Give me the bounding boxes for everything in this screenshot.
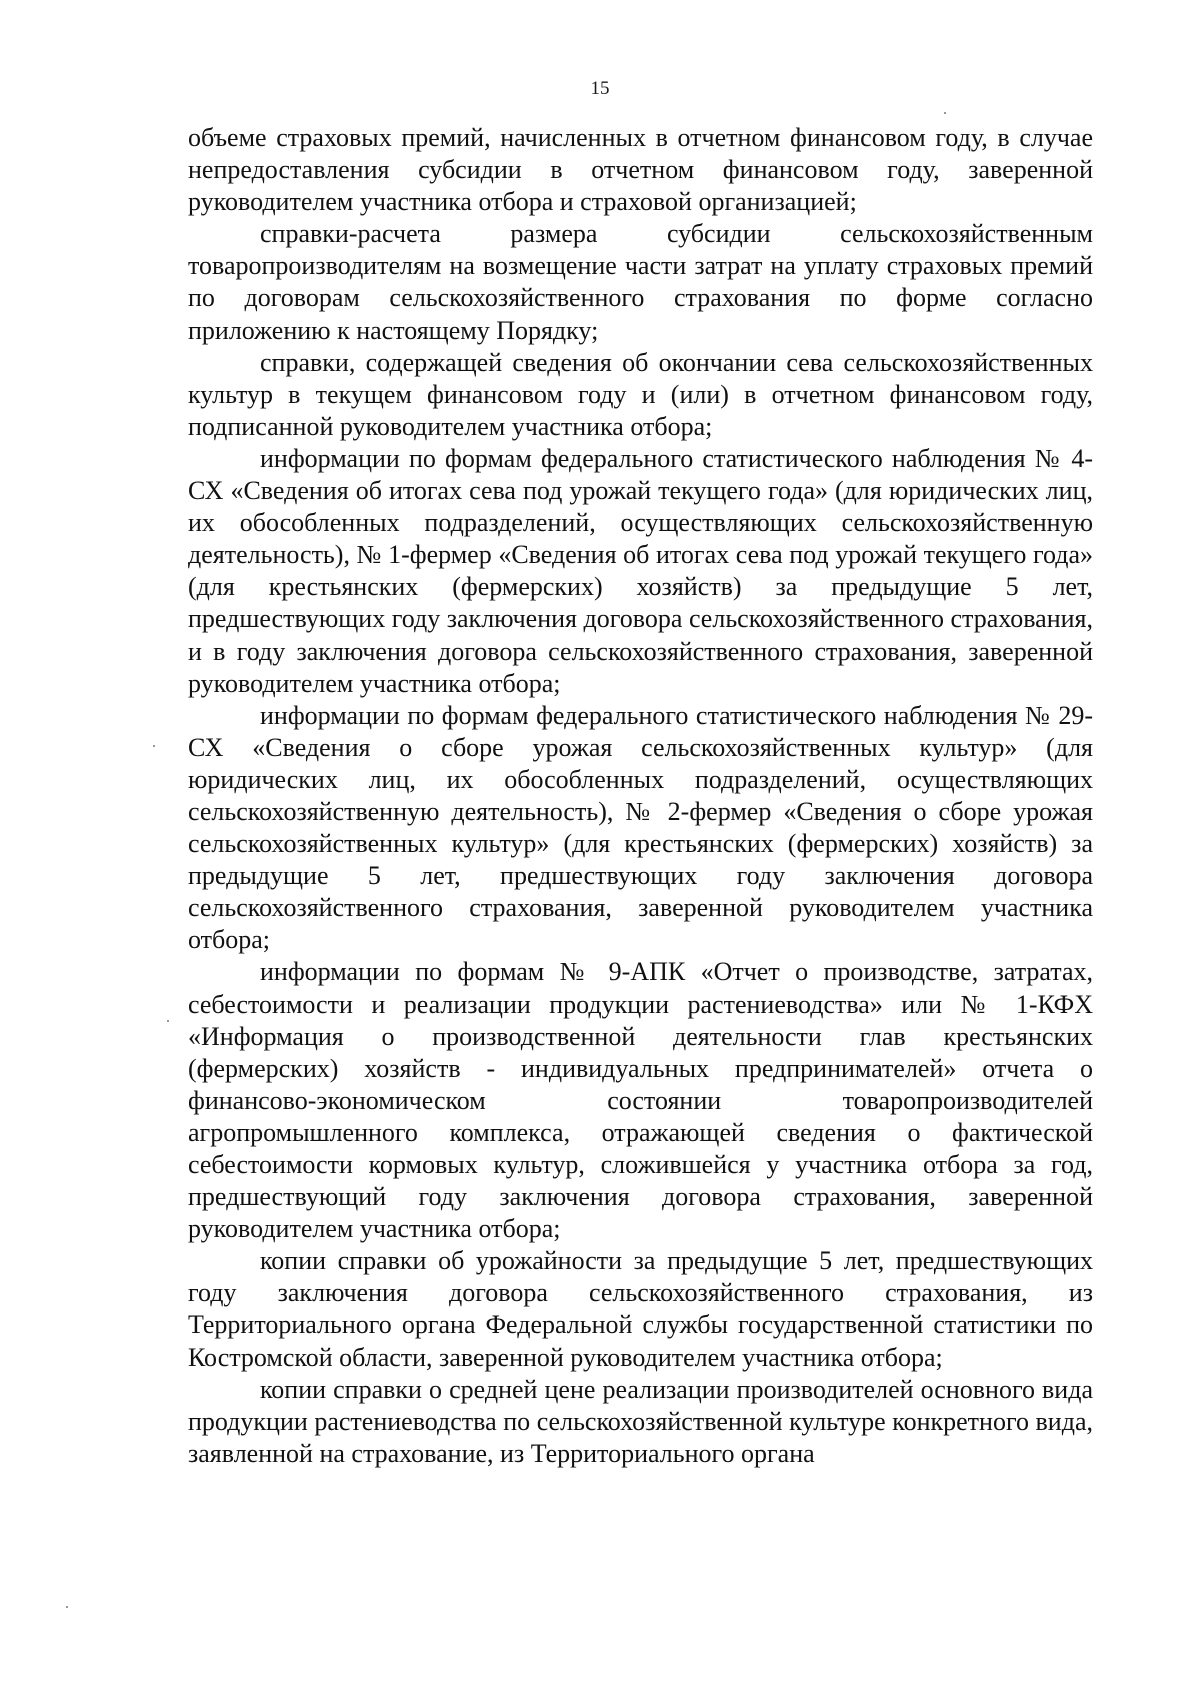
paragraph-form-4sh: информации по формам федерального статистического наблюдения № 4-СХ «Сведения об итогах сева под урожай текущего года» (для юридических лиц, их обособленных подразделений, осуществляющих сельскохозяйственную деятельность), № 1-фермер «Сведения об итогах сева под урожай текущего года» (для крестьянских (фермерских) хозяйств) за предыдущие 5 лет, предшествующих году заключения договора сельскохозяйственного страхования, и в году заключения договора сельскохозяйственного страхования, заверенной руководителем участника отбора; [188, 443, 1093, 698]
paragraph-yield-certificate: копии справки об урожайности за предыдущие 5 лет, предшествующих году заключения договора сельскохозяйственного страхования, из Территориального органа Федеральной службы государственной статистики по Костромской области, заверенной руководителем участника отбора; [188, 1246, 1093, 1372]
document-body [188, 122, 1093, 1470]
paragraph-subsidy-calculation: справки-расчета размера субсидии сельскохозяйственным товаропроизводителям на возмещение части затрат на уплату страховых премий по договорам сельскохозяйственного страхования по форме согласно приложению к настоящему Порядку; [188, 219, 1093, 345]
paragraph-premium-volume: объеме страховых премий, начисленных в отчетном финансовом году, в случае непредоставления субсидии в отчетном финансовом году, заверенной руководителем участника отбора и страховой организацией; [188, 123, 1093, 217]
paragraph-sowing-completion: справки, содержащей сведения об окончании сева сельскохозяйственных культур в текущем финансовом году и (или) в отчетном финансовом году, подписанной руководителем участника отбора; [188, 347, 1093, 441]
scan-speck [66, 1606, 68, 1608]
scan-speck [944, 112, 946, 114]
scan-speck [167, 1020, 169, 1022]
scan-speck [153, 745, 155, 747]
paragraph-form-9apk: информации по формам № 9-АПК «Отчет о производстве, затратах, себестоимости и реализации продукции растениеводства» или № 1-КФХ «Информация о производственной деятельности глав крестьянских (фермерских) хозяйств - индивидуальных предпринимателей» отчета о финансово-экономическом состоянии товаропроизводителей агропромышленного комплекса, отражающей сведения о фактической себестоимости кормовых культур, сложившейся у участника отбора за год, предшествующий году заключения договора страхования, заверенной руководителем участника отбора; [188, 957, 1093, 1244]
paragraph-form-29sh: информации по формам федерального статистического наблюдения № 29-СХ «Сведения о сборе урожая сельскохозяйственных культур» (для юридических лиц, их обособленных подразделений, осуществляющих сельскохозяйственную деятельность), № 2-фермер «Сведения о сборе урожая сельскохозяйственных культур» (для крестьянских (фермерских) хозяйств) за предыдущие 5 лет, предшествующих году заключения договора сельскохозяйственного страхования, заверенной руководителем участника отбора; [188, 700, 1093, 955]
page-number: 15 [590, 78, 610, 99]
paragraph-average-price-certificate: копии справки о средней цене реализации производителей основного вида продукции растениеводства по сельскохозяйственной культуре конкретного вида, заявленной на страхование, из Территориального органа [188, 1374, 1093, 1468]
